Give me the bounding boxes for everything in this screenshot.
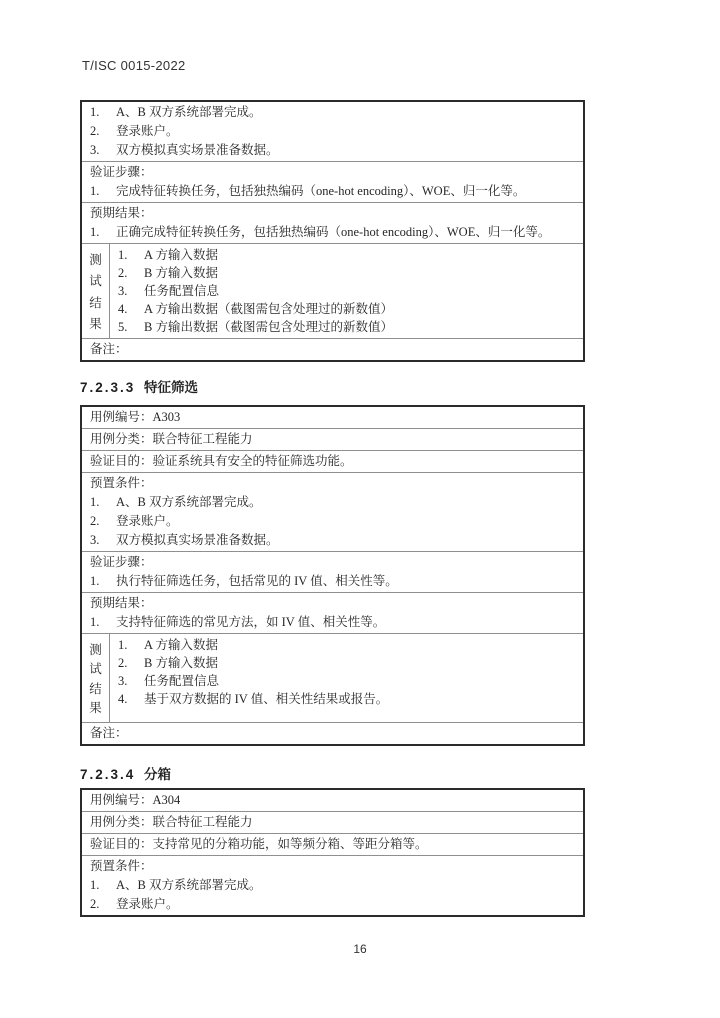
table-row-field (82, 811, 583, 833)
list-item (118, 246, 575, 264)
use-case-table-continuation (80, 100, 585, 362)
list-item (118, 636, 575, 654)
section-number: 7.2.3.4 (80, 767, 136, 782)
row-label: 预置条件： (90, 476, 153, 490)
list-item-text: 登录账户。 (116, 124, 179, 138)
field-line (90, 452, 575, 471)
table-row-items (82, 102, 583, 161)
list-item-number: 2. (118, 266, 128, 280)
list-item (90, 182, 575, 201)
field-label: 用例编号： (90, 410, 153, 424)
label-line (90, 204, 575, 223)
list-item-text: B 方输入数据 (144, 266, 218, 280)
side-items-cell (110, 634, 583, 722)
table-row-side-items (82, 243, 583, 338)
list-item (118, 282, 575, 300)
side-label-char: 试 (89, 662, 102, 677)
list-item (118, 318, 575, 336)
field-line (90, 430, 575, 449)
list-item-number: 1. (90, 574, 100, 588)
list-item-number: 1. (118, 638, 128, 652)
list-item (118, 300, 575, 318)
list-item-text: A、B 双方系统部署完成。 (116, 878, 262, 892)
list-item-text: 任务配置信息 (144, 284, 220, 298)
list-item (90, 493, 575, 512)
side-label-char: 测 (89, 253, 102, 267)
table-row-field (82, 790, 583, 811)
section-title: 特征筛选 (144, 380, 198, 395)
row-label: 备注： (90, 726, 128, 740)
field-value: 联合特征工程能力 (152, 432, 253, 446)
list-item-number: 1. (90, 225, 100, 239)
field-label: 验证目的： (90, 837, 153, 851)
table-row-field (82, 450, 583, 472)
list-item-number: 3. (118, 284, 128, 298)
label-line (90, 340, 575, 359)
list-item (90, 876, 575, 895)
list-item-text: B 方输出数据（截图需包含处理过的新数值） (144, 320, 393, 334)
row-label: 验证步骤： (90, 555, 153, 569)
field-line (90, 813, 575, 832)
list-item (118, 264, 575, 282)
list-item-text: A、B 双方系统部署完成。 (116, 495, 262, 509)
field-value: 支持常见的分箱功能，如等频分箱、等距分箱等。 (152, 837, 428, 851)
field-line (90, 835, 575, 854)
label-line (90, 857, 575, 876)
side-label-char: 测 (89, 643, 102, 657)
list-item-text: 双方模拟真实场景准备数据。 (116, 533, 279, 547)
side-label (82, 244, 110, 338)
table-row-label (82, 338, 583, 360)
row-label: 验证步骤： (90, 165, 153, 179)
side-label-char: 结 (89, 295, 102, 310)
field-label: 用例编号： (90, 793, 153, 807)
list-item-text: 任务配置信息 (144, 674, 220, 688)
table-row-field (82, 407, 583, 428)
list-item-text: 支持特征筛选的常见方法，如 IV 值、相关性等。 (116, 615, 386, 629)
use-case-table-a303 (80, 405, 585, 746)
label-line (90, 724, 575, 743)
section-heading-7-2-3-4 (80, 763, 171, 783)
table-row-label-items (82, 472, 583, 551)
list-item (90, 122, 575, 141)
list-item-number: 3. (90, 143, 100, 157)
list-item (90, 613, 575, 632)
label-line (90, 163, 575, 182)
field-value: 验证系统具有安全的特征筛选功能。 (152, 454, 353, 468)
section-heading-7-2-3-3 (80, 376, 198, 396)
list-item-number: 3. (90, 533, 100, 547)
list-item-number: 1. (118, 248, 128, 262)
list-item-text: B 方输入数据 (144, 656, 218, 670)
list-item-text: 执行特征筛选任务，包括常见的 IV 值、相关性等。 (116, 574, 398, 588)
table-row-field (82, 428, 583, 450)
field-line (90, 791, 575, 810)
list-item-text: A 方输入数据 (144, 638, 218, 652)
list-item-number: 4. (118, 302, 128, 316)
side-label-char: 果 (89, 316, 102, 331)
list-item-text: 登录账户。 (116, 514, 179, 528)
list-item-number: 5. (118, 320, 128, 334)
page-number: 16 (353, 942, 367, 956)
list-item-number: 2. (90, 124, 100, 138)
table-row-label-items (82, 855, 583, 915)
list-item-number: 1. (90, 495, 100, 509)
list-item (118, 672, 575, 690)
side-label (82, 634, 110, 722)
label-line (90, 474, 575, 493)
list-item-text: 正确完成特征转换任务，包括独热编码（one-hot encoding）、WOE、归一化等。 (116, 225, 551, 239)
side-items-cell (110, 244, 583, 338)
list-item (90, 223, 575, 242)
list-item (90, 103, 575, 122)
list-item-text: A 方输出数据（截图需包含处理过的新数值） (144, 302, 393, 316)
list-item-text: 完成特征转换任务，包括独热编码（one-hot encoding）、WOE、归一化等。 (116, 184, 526, 198)
list-item (90, 512, 575, 531)
field-line (90, 408, 575, 427)
list-item-number: 4. (118, 692, 128, 706)
table-row-label-items (82, 202, 583, 243)
list-item (90, 572, 575, 591)
list-item (118, 690, 575, 708)
list-item (90, 531, 575, 550)
side-label-char: 试 (89, 274, 102, 289)
list-item (118, 654, 575, 672)
list-item-text: A 方输入数据 (144, 248, 218, 262)
field-value: 联合特征工程能力 (152, 815, 253, 829)
side-label-char: 结 (89, 681, 102, 696)
list-item-number: 3. (118, 674, 128, 688)
table-row-field (82, 833, 583, 855)
field-label: 用例分类： (90, 815, 153, 829)
use-case-table-a304 (80, 788, 585, 917)
field-label: 用例分类： (90, 432, 153, 446)
row-label: 预期结果： (90, 206, 153, 220)
row-label: 备注： (90, 342, 128, 356)
list-item-number: 1. (90, 184, 100, 198)
label-line (90, 553, 575, 572)
list-item-text: 双方模拟真实场景准备数据。 (116, 143, 279, 157)
list-item-text: 基于双方数据的 IV 值、相关性结果或报告。 (144, 692, 389, 706)
list-item-text: 登录账户。 (116, 897, 179, 911)
table-row-label-items (82, 551, 583, 592)
table-row-label-items (82, 592, 583, 633)
list-item (90, 895, 575, 914)
section-number: 7.2.3.3 (80, 380, 136, 395)
table-row-label-items (82, 161, 583, 202)
list-item-number: 2. (90, 897, 100, 911)
list-item-number: 2. (90, 514, 100, 528)
field-label: 验证目的： (90, 454, 153, 468)
list-item-number: 1. (90, 105, 100, 119)
label-line (90, 594, 575, 613)
list-item-text: A、B 双方系统部署完成。 (116, 105, 262, 119)
section-title: 分箱 (144, 767, 171, 782)
document-header: T/ISC 0015-2022 (82, 58, 186, 73)
list-item (90, 141, 575, 160)
list-item-number: 1. (90, 878, 100, 892)
side-label-char: 果 (89, 700, 102, 715)
list-item-number: 1. (90, 615, 100, 629)
table-row-side-items (82, 633, 583, 722)
list-item-number: 2. (118, 656, 128, 670)
field-value: A303 (152, 410, 181, 424)
table-row-label (82, 722, 583, 744)
field-value: A304 (152, 793, 181, 807)
row-label: 预置条件： (90, 859, 153, 873)
row-label: 预期结果： (90, 596, 153, 610)
